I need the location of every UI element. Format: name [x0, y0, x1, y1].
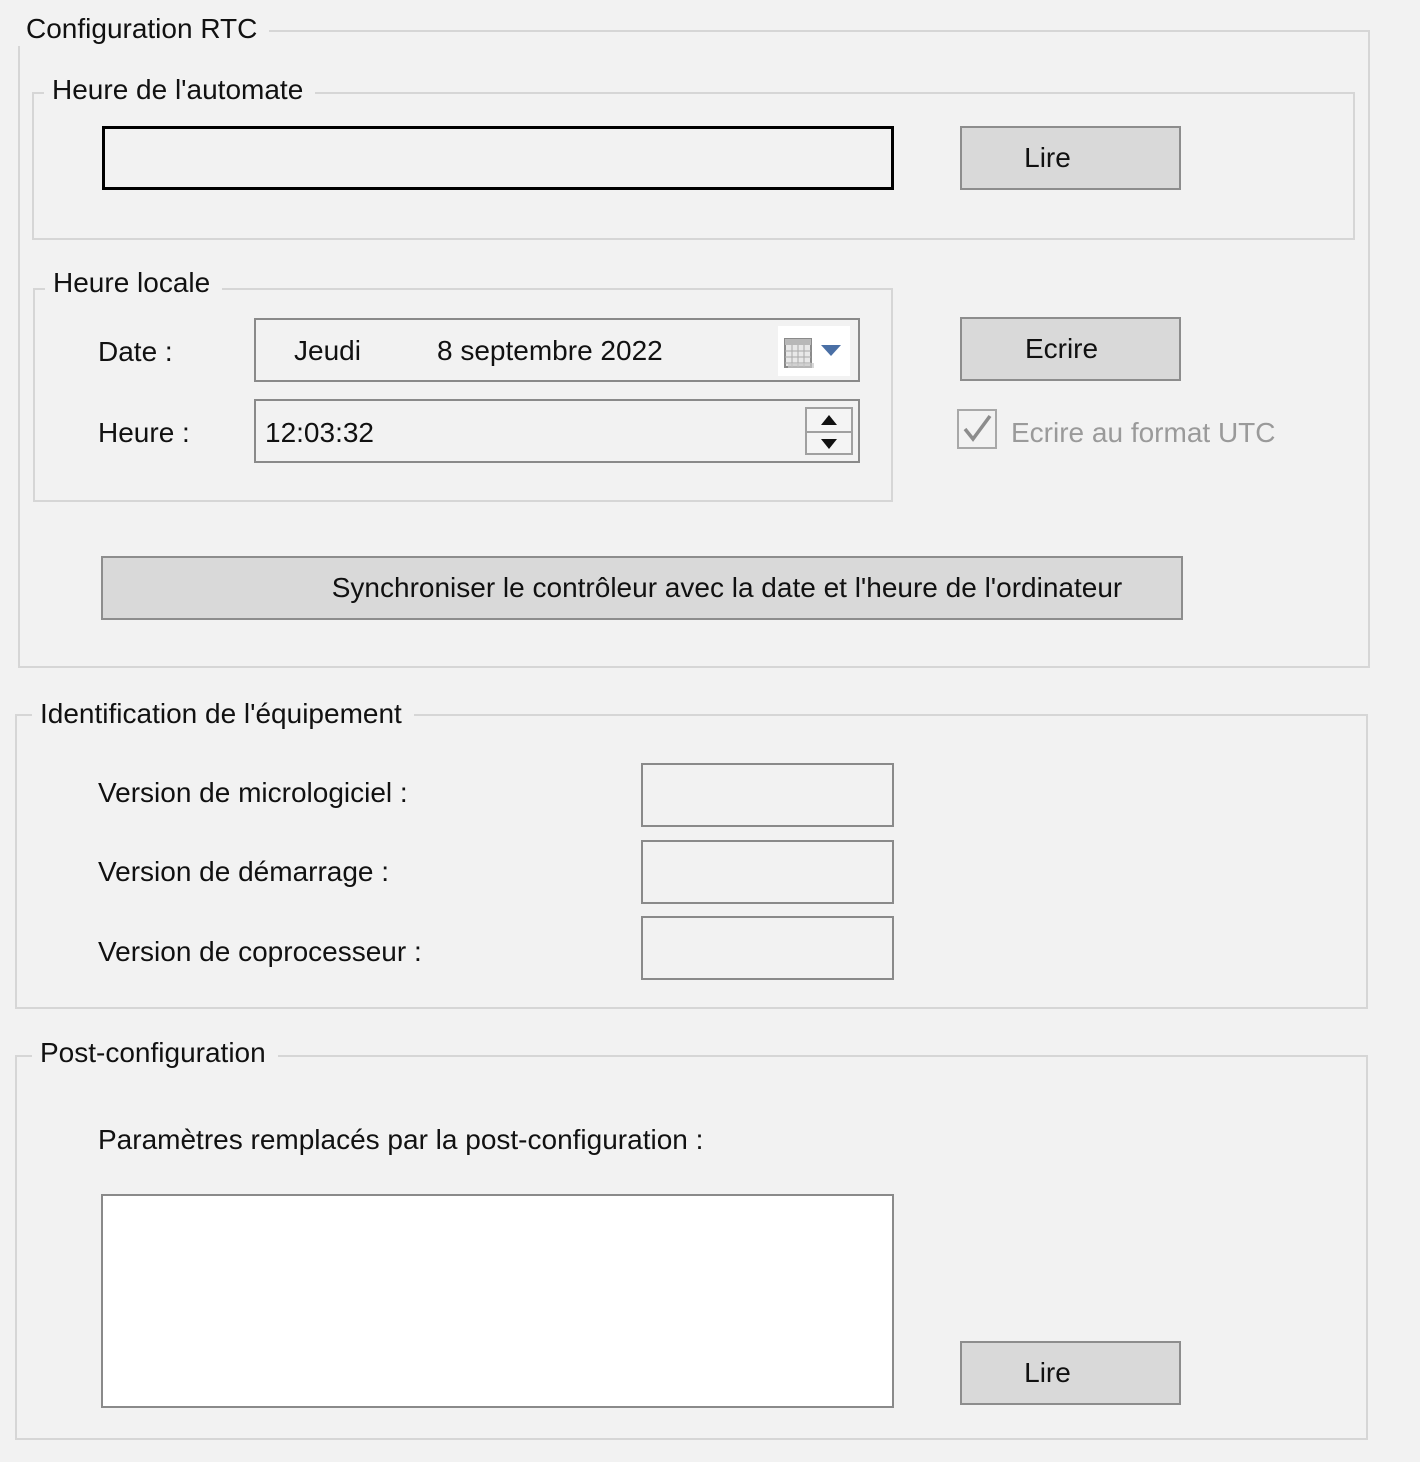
- check-icon: [961, 413, 993, 445]
- time-decrement-button[interactable]: [807, 433, 851, 453]
- date-picker[interactable]: [254, 318, 860, 382]
- post-config-read-button[interactable]: Lire: [960, 1341, 1181, 1405]
- time-increment-button[interactable]: [807, 409, 851, 433]
- plc-time-field[interactable]: [102, 126, 894, 190]
- arrow-down-icon: [821, 439, 837, 449]
- time-spin-buttons: [805, 407, 853, 455]
- post-config-params-list[interactable]: [101, 1194, 894, 1408]
- time-spinner[interactable]: [254, 399, 860, 463]
- sync-button[interactable]: Synchroniser le contrôleur avec la date et l'heure de l'ordinateur: [101, 556, 1183, 620]
- post-config-title: Post-configuration: [32, 1036, 278, 1070]
- identification-title: Identification de l'équipement: [32, 697, 414, 731]
- plc-time-title: Heure de l'automate: [44, 73, 315, 107]
- date-day: Jeudi: [294, 335, 361, 366]
- coprocessor-version-label: Version de coprocesseur :: [98, 936, 422, 967]
- date-label: Date :: [98, 336, 173, 367]
- read-plc-time-button[interactable]: Lire: [960, 126, 1181, 190]
- coprocessor-version-field: [641, 916, 894, 980]
- utc-checkbox-label: Ecrire au format UTC: [1011, 417, 1276, 448]
- firmware-version-field: [641, 763, 894, 827]
- chevron-down-icon: [820, 344, 842, 358]
- post-config-params-label: Paramètres remplacés par la post-configuration :: [98, 1124, 704, 1155]
- firmware-version-label: Version de micrologiciel :: [98, 777, 408, 808]
- boot-version-field: [641, 840, 894, 904]
- calendar-icon: [782, 336, 816, 370]
- date-value: 8 septembre 2022: [437, 335, 663, 366]
- utc-checkbox[interactable]: [957, 409, 997, 449]
- date-dropdown-button[interactable]: [778, 326, 850, 376]
- boot-version-label: Version de démarrage :: [98, 856, 390, 887]
- local-time-title: Heure locale: [45, 266, 222, 300]
- rtc-config-title: Configuration RTC: [18, 12, 269, 46]
- write-button[interactable]: Ecrire: [960, 317, 1181, 381]
- time-value: 12:03:32: [265, 417, 374, 448]
- arrow-up-icon: [821, 415, 837, 425]
- time-label: Heure :: [98, 417, 190, 448]
